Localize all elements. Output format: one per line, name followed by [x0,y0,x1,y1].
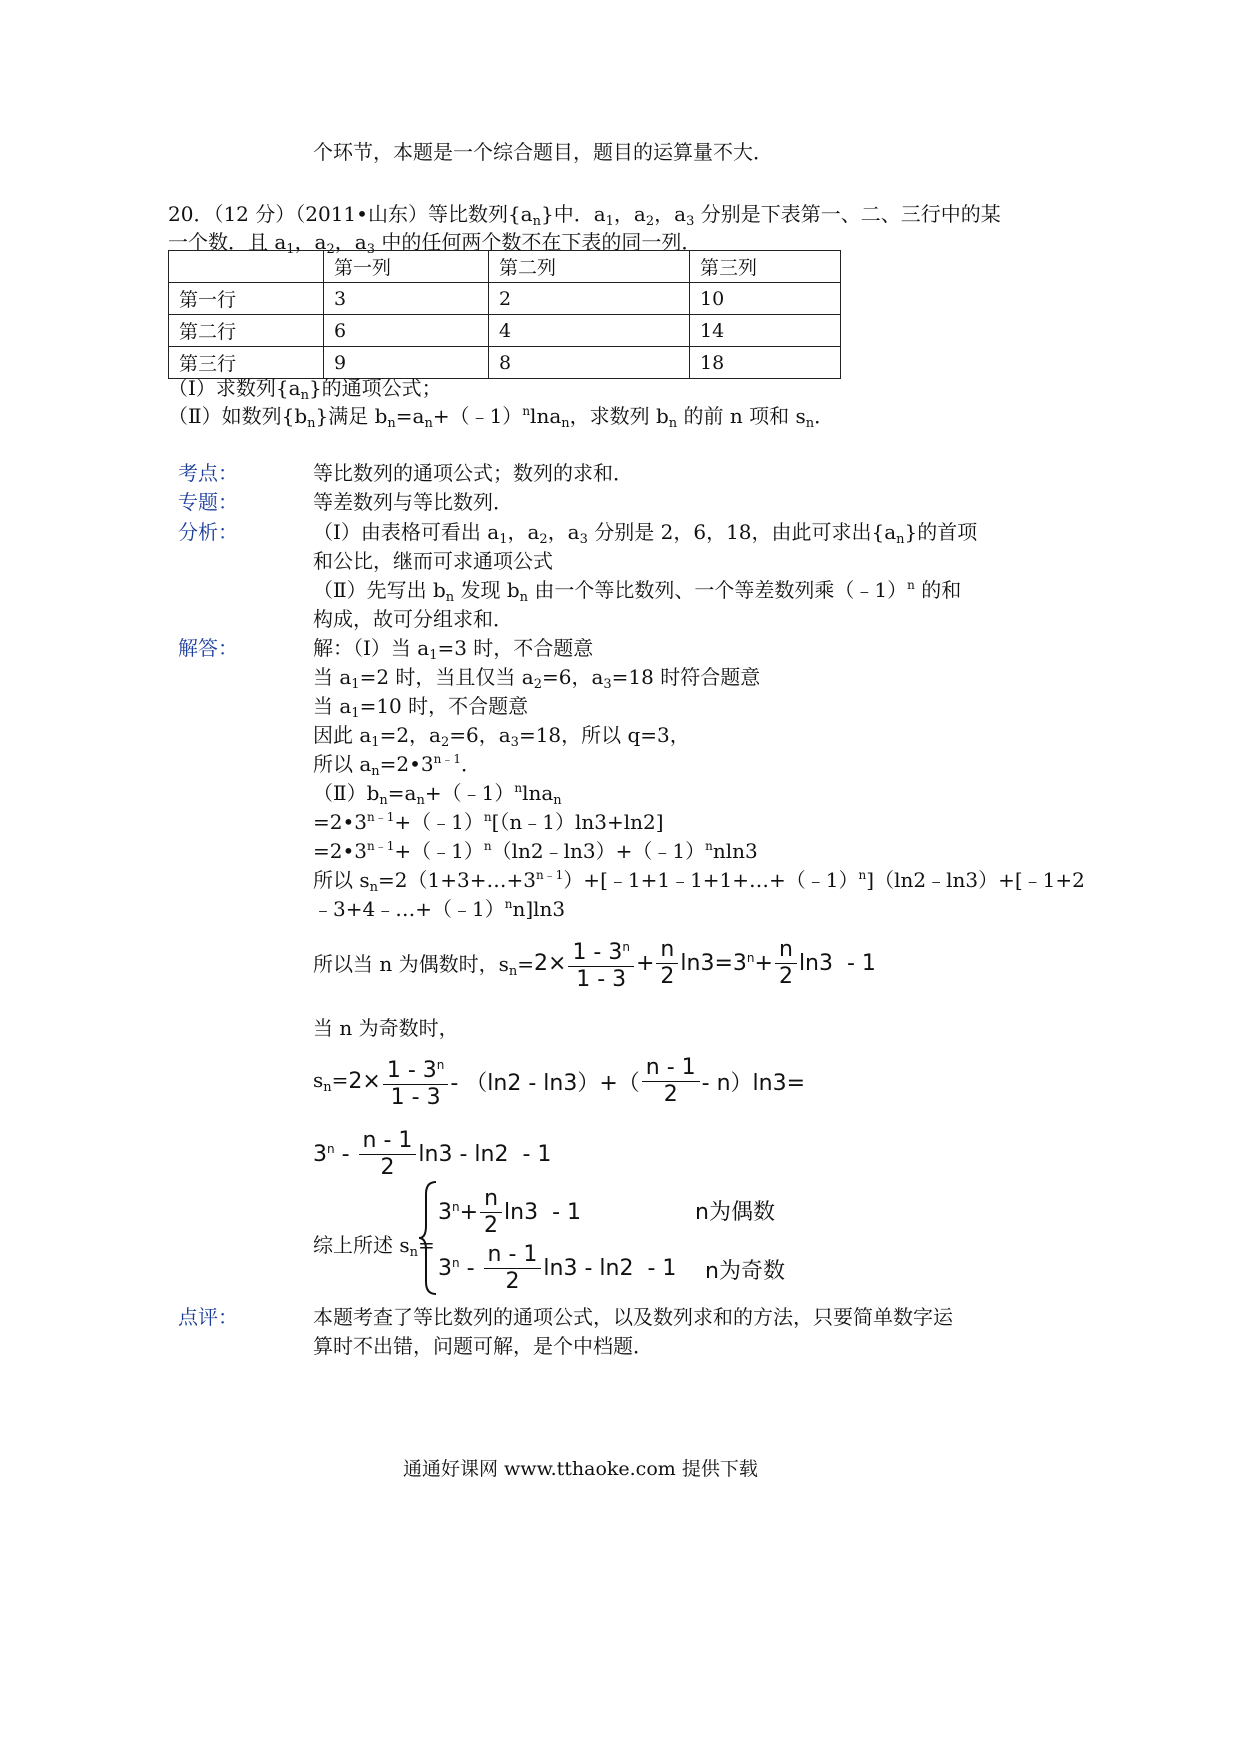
fenxi-line-4: 构成，故可分组求和． [313,607,513,631]
table-cell: 第二列 [489,251,690,283]
odd-case-intro: 当 n 为奇数时， [313,1016,459,1040]
fenxi-line-2: 和公比，继而可求通项公式 [313,549,553,573]
table-cell: 2 [489,283,690,315]
question-2: （Ⅱ）如数列$\{b_n\}$满足 $b_n=a_n+(﹣1)^n\ln a_n$，求数列 $b_n$ 的前 n 项和 $s_n$． [168,404,835,431]
table-cell: 第二行 [169,315,324,347]
table-cell: 14 [690,315,841,347]
table-cell: 8 [489,347,690,379]
table-row [169,315,841,347]
table-cell: 第三列 [690,251,841,283]
problem-line-1: 20．（12 分）（2011•山东）等比数列$\{a_n\}$中．$a_1$，$a_2$，$a_3$ 分别是下表第一、二、三行中的某 [168,202,1001,229]
number-table [168,250,841,379]
table-cell: 3 [324,283,489,315]
jieda-line-10: ﹣3+4﹣…+（﹣1）$^n$n]ln3 [313,897,566,921]
table-cell: 第三行 [169,347,324,379]
table-header-row [169,251,841,283]
table-cell: 9 [324,347,489,379]
summary-case-odd-condition: n为奇数 [705,1259,785,1284]
summary-case-even-condition: n为偶数 [695,1200,775,1225]
dianping-line-2: 算时不出错，问题可解，是个中档题． [313,1334,653,1358]
table-cell: 第一行 [169,283,324,315]
jieda-line-9: 所以 $s_n=2(1+3+\dots+3^{n﹣1})+[﹣1+1﹣1+1+\dots+(﹣1)^n](\ln 2﹣\ln 3)+[﹣1+2$ [313,868,1085,895]
summary-case-odd: 3$^n$ - $\frac{n - 1}{2}$ ln3 - ln2 - 1 [438,1242,677,1294]
table-cell: 6 [324,315,489,347]
zhuanti-text: 等差数列与等比数列． [313,490,513,514]
continuation-line: 个环节，本题是一个综合题目，题目的运算量不大． [313,140,773,164]
problem-line-2: 一个数．且 $a_1$，$a_2$，$a_3$ 中的任何两个数不在下表的同一列． [168,230,702,257]
table-row [169,283,841,315]
jieda-line-4: 因此 $a_1=2$，$a_2=6$，$a_3=18$，所以 q=3， [313,723,690,750]
table-cell: 10 [690,283,841,315]
kaodian-text: 等比数列的通项公式；数列的求和． [313,461,633,485]
fenxi-line-3: （Ⅱ）先写出 $b_n$ 发现 $b_n$ 由一个等比数列、一个等差数列乘（﹣1）$^n$ 的和 [313,578,962,605]
fenxi-line-1: （Ⅰ）由表格可看出 $a_1$，$a_2$，$a_3$ 分别是 2，6，18，由此可求出$\{a_n\}$的首项 [313,520,978,547]
table-cell: 18 [690,347,841,379]
jieda-line-1: 解：（Ⅰ）当 $a_1=3$ 时，不合题意 [313,636,594,663]
jieda-line-2: 当 $a_1=2$ 时，当且仅当 $a_2=6$，$a_3=18$ 时符合题意 [313,665,761,692]
jieda-line-6: $(Ⅱ)b_n=a_n+(﹣1)^n\ln a_n$ [313,781,562,808]
odd-case-formula-2: 3$^n$ - $\frac{n - 1}{2}$ ln3 - ln2 - 1 [313,1128,552,1180]
left-brace-icon [418,1180,438,1296]
jieda-line-3: 当 $a_1=10$ 时，不合题意 [313,694,529,721]
label-dianping: 点评： [178,1305,238,1329]
jieda-line-7: $=2•3^{n﹣1}+(﹣1)^n[(n﹣1)\ln 3+\ln 2]$ [313,810,664,834]
dianping-line-1: 本题考查了等比数列的通项公式，以及数列求和的方法，只要简单数字运 [313,1305,953,1329]
table-cell: 4 [489,315,690,347]
label-jieda: 解答： [178,636,238,660]
even-case-formula: 所以当 n 为偶数时，$s_n=2\times$ $\frac{1 - 3^n}{1 - 3}$ + $\frac{n}{2}$ $\ln 3=3^n+$ $\frac{n}{2}$ ln3 - 1 [313,934,876,993]
question-1: （Ⅰ）求数列$\{a_n\}$的通项公式； [168,376,442,403]
odd-case-formula-1: $s_n=2\times$ $\frac{1 - 3^n}{1 - 3}$ - （ln2 - ln3）+（ $\frac{n - 1}{2}$ - n）ln3= [313,1052,805,1111]
footer-text: 通通好课网 www.tthaoke.com 提供下载 [403,1458,758,1480]
label-fenxi: 分析： [178,520,238,544]
label-kaodian: 考点： [178,461,238,485]
summary-case-even: $3^n+$ $\frac{n}{2}$ ln3 - 1 [438,1186,582,1238]
jieda-line-5: 所以 $a_n=2•3^{n﹣1}$． [313,752,482,779]
jieda-line-8: $=2•3^{n﹣1}+(﹣1)^n(\ln 2﹣\ln 3)+(﹣1)^nnln3$ [313,839,758,863]
table-cell [169,251,324,283]
table-cell: 第一列 [324,251,489,283]
label-zhuanti: 专题： [178,490,238,514]
summary-intro: 综上所述 $s_n=$ [313,1233,435,1260]
